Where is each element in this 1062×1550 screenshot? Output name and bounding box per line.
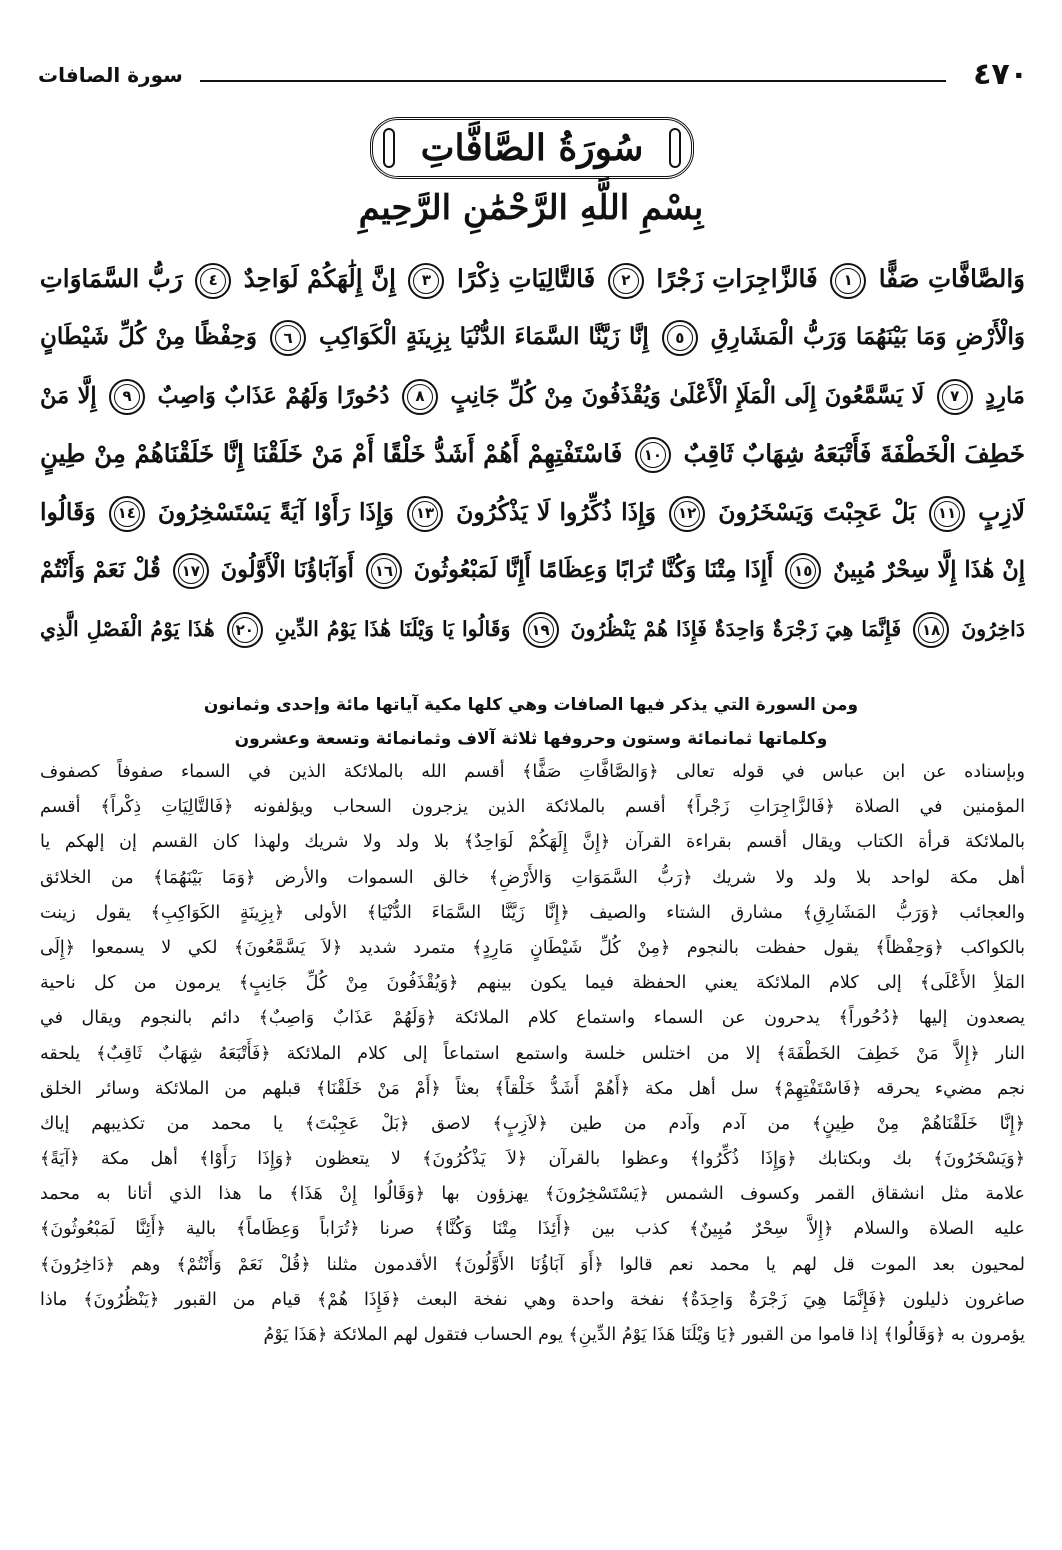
verse-line xyxy=(40,367,1025,425)
ayah-number-marker: ١٤ xyxy=(109,496,145,532)
ayah-number-marker: ٩ xyxy=(109,379,145,415)
header-surah-name: سورة الصافات xyxy=(38,63,183,87)
verse-text: فَاسْتَفْتِهِمْ أَهُمْ أَشَدُّ خَلْقًا أَمْ مَنْ خَلَقْنَا إِنَّا خَلَقْنَاهُمْ مِنْ طِينٍ xyxy=(40,438,623,468)
verse-line xyxy=(40,600,1025,658)
ayah-number-marker: ١٩ xyxy=(523,612,559,648)
surah-summary xyxy=(0,688,1062,756)
verse-line xyxy=(40,250,1025,308)
verse-line xyxy=(40,541,1025,599)
verse-text: مَارِدٍ xyxy=(985,382,1025,409)
verse-text: وَقَالُوا يَا وَيْلَنَا هَٰذَا يَوْمُ الدِّينِ xyxy=(274,616,511,641)
verse-text: إِنَّا زَيَّنَّا السَّمَاءَ الدُّنْيَا بِزِينَةٍ الْكَوَاكِبِ xyxy=(319,323,649,351)
commentary-line: ﴿وَيَسْخَرُونَ﴾ بك وبكتابك ﴿وَإِذَا ذُكِّرُوا﴾ وعظوا بالقرآن ﴿لاَ يَذْكُرُونَ﴾ لا يتعظون ﴿وَإِذَا رَأَوْا﴾ أهل مكة ﴿آيَةً﴾ xyxy=(40,1149,1025,1170)
commentary-line: عليه الصلاة والسلام ﴿إِلاَّ سِحْرٌ مُبِينٌ﴾ كذب بين ﴿أَئِذَا مِتْنَا وَكُنَّا﴾ صرنا ﴿تُرَاباً وَعِظَاماً﴾ بالية ﴿أَئِنَّا لَمَبْعُوثُونَ﴾ xyxy=(40,1219,1025,1240)
ayah-number-marker: ١٠ xyxy=(635,437,671,473)
verse-line xyxy=(40,308,1025,366)
ayah-number-marker: ٨ xyxy=(402,379,438,415)
verse-text: وَالصَّافَّاتِ صَفًّا xyxy=(878,264,1025,293)
commentary-line: النار ﴿إِلاَّ مَنْ خَطِفَ الخَطْفَةَ﴾ إلا من اختلس خلسة واستمع استماعاً إلى كلام الملائكة ﴿فَأَتْبَعَهُ شِهَابٌ ثَاقِبٌ﴾ يلحقه xyxy=(40,1043,1025,1064)
verse-text: بَلْ عَجِبْتَ وَيَسْخَرُونَ xyxy=(718,498,916,527)
verse-text: فَإِنَّمَا هِيَ زَجْرَةٌ وَاحِدَةٌ فَإِذَا هُمْ يَنْظُرُونَ xyxy=(570,616,902,641)
ayah-number-marker: ٧ xyxy=(937,379,973,415)
verse-text: لَازِبٍ xyxy=(978,498,1025,527)
summary-line: ومن السورة التي يذكر فيها الصافات وهي كلها مكية آياتها مائة وإحدى وثمانون xyxy=(203,695,859,715)
commentary-line: والعجائب ﴿وَرَبُّ المَشَارِقِ﴾ مشارق الشتاء والصيف ﴿إِنَّا زَيَّنَّا السَّمَاءَ الدُّنْيَا﴾ الأولى ﴿بِزِينَةٍ الكَوَاكِبِ﴾ يقول زينت xyxy=(40,902,1025,923)
page-header xyxy=(38,58,1028,98)
ayah-number-marker: ١١ xyxy=(929,496,965,532)
summary-line: وكلماتها ثمانمائة وستون وحروفها ثلاثة آلاف وثمانمائة وتسعة وعشرون xyxy=(234,729,828,749)
commentary-line: بالملائكة قرأة الكتاب ويقال أقسم بقراءة القرآن ﴿إِنَّ إِلَهَكُمْ لَوَاحِدٌ﴾ بلا ولد ولا شريك ولهذا كان القسم إن إلهكم يا xyxy=(40,832,1025,853)
tafsir-commentary xyxy=(40,755,1025,1353)
verse-text: وَإِذَا رَأَوْا آيَةً يَسْتَسْخِرُونَ xyxy=(157,498,394,527)
commentary-line: المؤمنين في الصلاة ﴿فَالزَّاجِرَاتِ زَجْراً﴾ أقسم بالملائكة الذين يزجرون السحاب ويؤلفونه ﴿فَالتَّالِيَاتِ ذِكْراً﴾ أقسم xyxy=(40,797,1025,818)
verse-text: أَوَآبَاؤُنَا الْأَوَّلُونَ xyxy=(220,557,354,584)
ayah-number-marker: ١٦ xyxy=(366,553,402,589)
verse-text: وَإِذَا ذُكِّرُوا لَا يَذْكُرُونَ xyxy=(456,498,656,527)
ayah-number-marker: ٤ xyxy=(195,263,231,299)
quran-verses xyxy=(40,250,1025,658)
verse-text: وَحِفْظًا مِنْ كُلِّ شَيْطَانٍ xyxy=(40,323,258,351)
commentary-line: علامة مثل انشقاق القمر وكسوف الشمس ﴿يَسْتَسْخِرُونَ﴾ يهزؤون بها ﴿وَقَالُوا إِنْ هَذَا﴾ ما هذا الذي أتانا به محمد xyxy=(40,1184,1025,1205)
verse-text: لَا يَسَّمَّعُونَ إِلَى الْمَلَإِ الْأَعْلَىٰ وَيُقْذَفُونَ مِنْ كُلِّ جَانِبٍ xyxy=(450,382,925,409)
verse-text: إِنْ هَٰذَا إِلَّا سِحْرٌ مُبِينٌ xyxy=(833,557,1025,584)
verse-text: أَإِذَا مِتْنَا وَكُنَّا تُرَابًا وَعِظَامًا أَإِنَّا لَمَبْعُوثُونَ xyxy=(413,557,774,584)
surah-title: سُورَةُ الصَّافَّاتِ xyxy=(420,127,644,169)
verse-line xyxy=(40,483,1025,541)
basmala: بِسْمِ اللَّهِ الرَّحْمَٰنِ الرَّحِيمِ xyxy=(358,188,704,228)
verse-text: قُلْ نَعَمْ وَأَنْتُمْ xyxy=(40,557,161,584)
commentary-line: المَلأِ الأَعْلَى﴾ إلى كلام الملائكة يعني الحفظة فيما يكون بينهم ﴿وَيُقْذَفُونَ مِنْ كُلِّ جَانِبٍ﴾ يرمون من كل ناحية xyxy=(40,973,1025,994)
verse-text: دُحُورًا وَلَهُمْ عَذَابٌ وَاصِبٌ xyxy=(157,382,390,409)
verse-text: دَاخِرُونَ xyxy=(961,616,1025,641)
ayah-number-marker: ١٣ xyxy=(407,496,443,532)
ayah-number-marker: ٢٠ xyxy=(227,612,263,648)
ayah-number-marker: ١٢ xyxy=(669,496,705,532)
ayah-number-marker: ١٥ xyxy=(785,553,821,589)
ayah-number-marker: ١٧ xyxy=(173,553,209,589)
commentary-line: لمحيون بعد الموت قل لهم يا محمد نعم قالوا ﴿أَوَ آبَاؤُنَا الأَوَّلُونَ﴾ الأقدمون مثلنا ﴿قُلْ نَعَمْ وَأَنْتُمْ﴾ وهم ﴿دَاخِرُونَ﴾ xyxy=(40,1254,1025,1275)
verse-text: إِنَّ إِلَٰهَكُمْ لَوَاحِدٌ xyxy=(243,264,396,293)
verse-text: فَالزَّاجِرَاتِ زَجْرًا xyxy=(656,264,818,293)
commentary-line: نجم مضيء يحرقه ﴿فَاسْتَفْتِهِمْ﴾ سل أهل مكة ﴿أَهُمْ أَشَدُّ خَلْقاً﴾ بعثاً ﴿أَمْ مَنْ خَلَقْنَا﴾ قبلهم من الملائكة وسائر الخلق xyxy=(40,1078,1025,1099)
ayah-number-marker: ٢ xyxy=(608,263,644,299)
page-number: ٤٧٠ xyxy=(973,57,1028,92)
commentary-line: وبإسناده عن ابن عباس في قوله تعالى ﴿وَالصَّافَّاتِ صَفًّا﴾ أقسم الله بالملائكة الذين في السماء صفوفاً كصفوف xyxy=(40,762,1025,782)
ayah-number-marker: ٦ xyxy=(270,320,306,356)
verse-text: هَٰذَا يَوْمُ الْفَصْلِ الَّذِي xyxy=(40,616,215,641)
commentary-line: ﴿إِنَّا خَلَقْنَاهُمْ مِنْ طِينٍ﴾ من آدم وآدم من طين ﴿لاَزِبٍ﴾ لاصق ﴿بَلْ عَجِبْتَ﴾ يا محمد من تكذيبهم إياك xyxy=(40,1113,1025,1134)
verse-text: فَالتَّالِيَاتِ ذِكْرًا xyxy=(456,264,596,293)
surah-title-frame xyxy=(370,117,694,179)
commentary-line: بالكواكب ﴿وَحِفْظاً﴾ يقول حفظت بالنجوم ﴿مِنْ كُلِّ شَيْطَانٍ مَارِدٍ﴾ متمرد شديد ﴿لاَ يَسَّمَّعُونَ﴾ لكي لا يسمعوا ﴿إِلَى xyxy=(40,937,1025,958)
ayah-number-marker: ١٨ xyxy=(913,612,949,648)
ayah-number-marker: ٣ xyxy=(408,263,444,299)
verse-text: خَطِفَ الْخَطْفَةَ فَأَتْبَعَهُ شِهَابٌ ثَاقِبٌ xyxy=(683,438,1025,468)
verse-text: رَبُّ السَّمَاوَاتِ xyxy=(40,264,183,293)
commentary-line: يصعدون إليها ﴿دُحُوراً﴾ يدحرون عن السماء واستماع كلام الملائكة ﴿وَلَهُمْ عَذَابٌ وَاصِبٌ﴾ دائم بالنجوم ويقال في xyxy=(40,1008,1025,1029)
ayah-number-marker: ١ xyxy=(830,263,866,299)
ayah-number-marker: ٥ xyxy=(662,320,698,356)
commentary-line: أهل مكة لواحد بلا ولد ولا شريك ﴿رَبُّ السَّمَوَاتِ وَالأَرْضِ﴾ خالق السموات والأرض ﴿وَمَا بَيْنَهُمَا﴾ من الخلائق xyxy=(40,867,1025,888)
verse-text: وَقَالُوا xyxy=(40,498,96,527)
commentary-line: يؤمرون به ﴿وَقَالُوا﴾ إذا قاموا من القبور ﴿يَا وَيْلَنَا هَذَا يَوْمُ الدِّينِ﴾ يوم الحساب فتقول لهم الملائكة ﴿هَذَا يَوْمُ xyxy=(263,1325,1025,1345)
verse-text: إِلَّا مَنْ xyxy=(40,382,97,409)
verse-line xyxy=(40,425,1025,483)
header-rule xyxy=(200,80,946,82)
commentary-line: صاغرون ذليلون ﴿فَإِنَّمَا هِيَ زَجْرَةٌ وَاحِدَةٌ﴾ نفخة واحدة وهي نفخة البعث ﴿فَإِذَا هُمْ﴾ قيام من القبور ﴿يَنْظُرُونَ﴾ ماذا xyxy=(40,1289,1025,1310)
verse-text: وَالْأَرْضِ وَمَا بَيْنَهُمَا وَرَبُّ الْمَشَارِقِ xyxy=(710,323,1025,351)
